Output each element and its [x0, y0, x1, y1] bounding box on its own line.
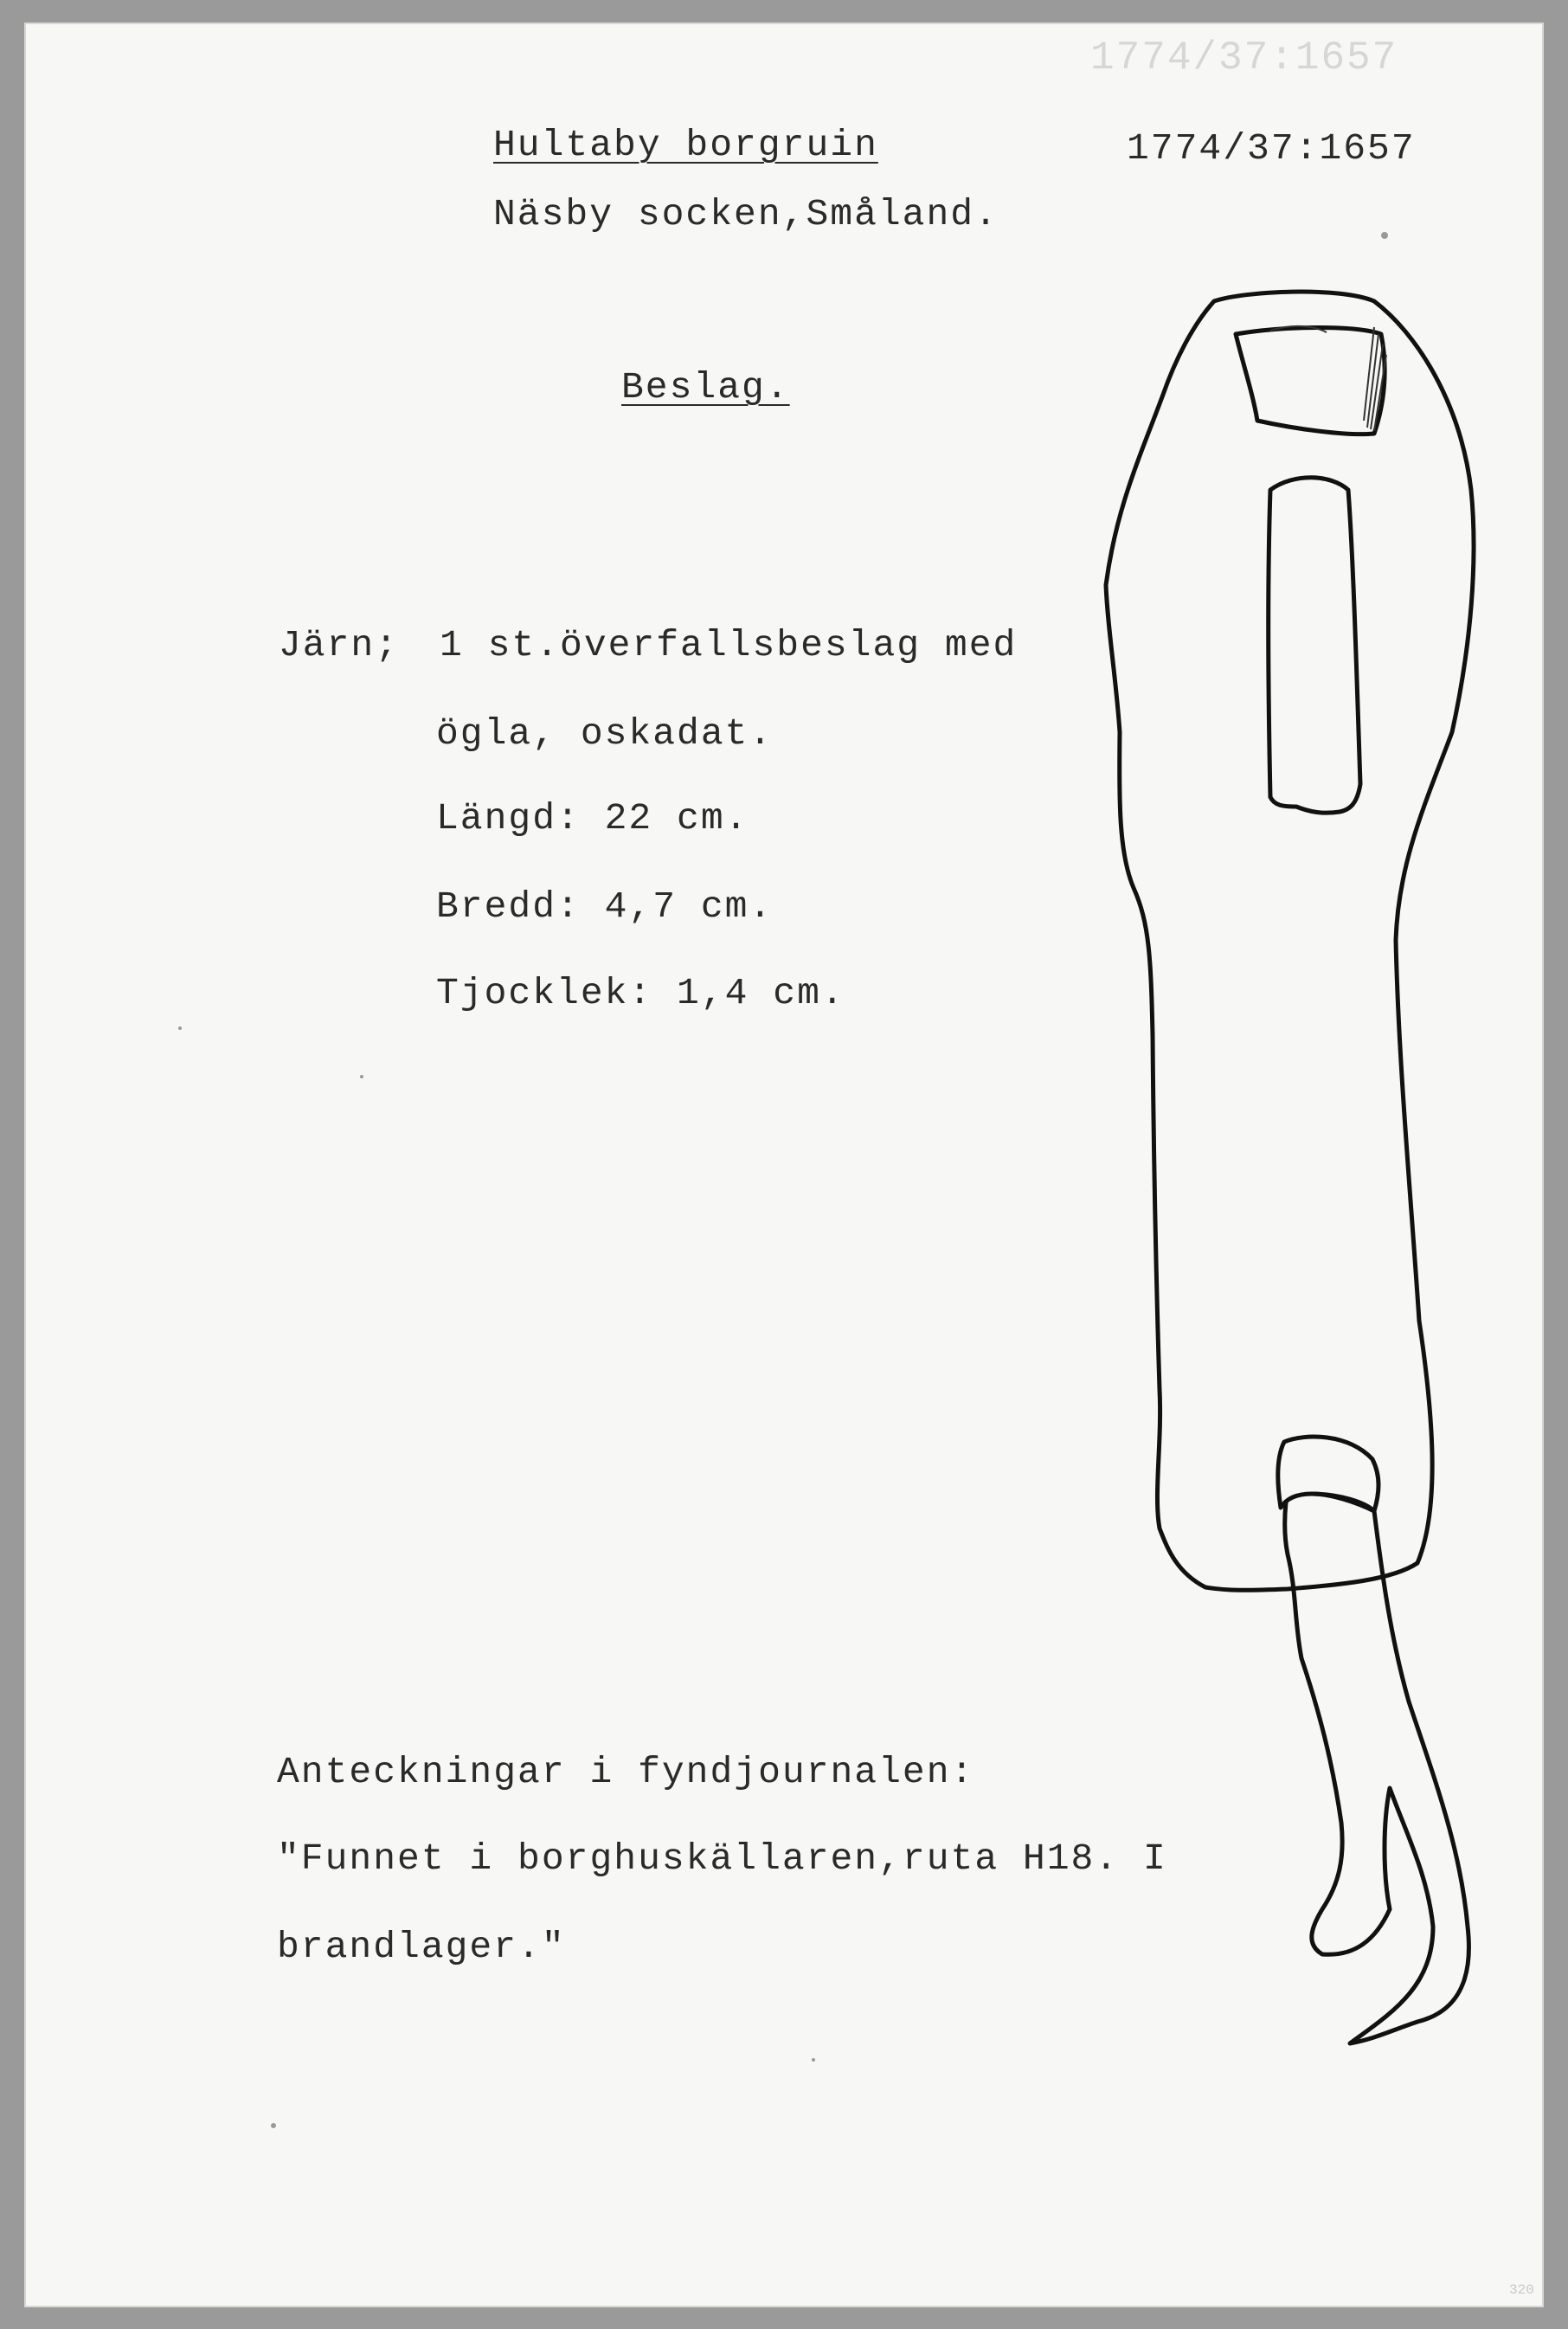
site-name: Hultaby borgruin: [493, 124, 878, 166]
fitting-slot: [1269, 478, 1360, 813]
fitting-top-notch: [1236, 328, 1385, 434]
fitting-drawing: [24, 23, 1544, 2307]
material: Järn;: [279, 624, 400, 666]
speck: [271, 2123, 276, 2128]
fitting-eye-loop: [1278, 1437, 1378, 1511]
faint-catalog-number: 1774/37:1657: [1090, 35, 1398, 80]
notes-line-1: "Funnet i borghuskällaren,ruta H18. I: [277, 1837, 1167, 1880]
notes-heading: Anteckningar i fyndjournalen:: [277, 1751, 975, 1793]
object-type: Beslag.: [621, 366, 790, 409]
speck: [360, 1075, 363, 1078]
description-line-2: ögla, oskadat.: [436, 712, 774, 755]
corner-mark: 320: [1509, 2282, 1534, 2298]
catalog-number: 1774/37:1657: [1127, 127, 1416, 170]
speck: [812, 2058, 815, 2062]
width: Bredd: 4,7 cm.: [436, 885, 774, 928]
parish: Näsby socken,Småland.: [493, 193, 999, 235]
catalog-card: [24, 23, 1544, 2307]
speck: [1381, 232, 1388, 239]
description-line-1: 1 st.överfallsbeslag med: [440, 624, 1018, 666]
thickness: Tjocklek: 1,4 cm.: [436, 972, 845, 1014]
fitting-outline: [1106, 292, 1474, 1590]
length: Längd: 22 cm.: [436, 797, 749, 840]
notes-line-2: brandlager.": [277, 1926, 566, 1968]
speck: [178, 1026, 182, 1030]
